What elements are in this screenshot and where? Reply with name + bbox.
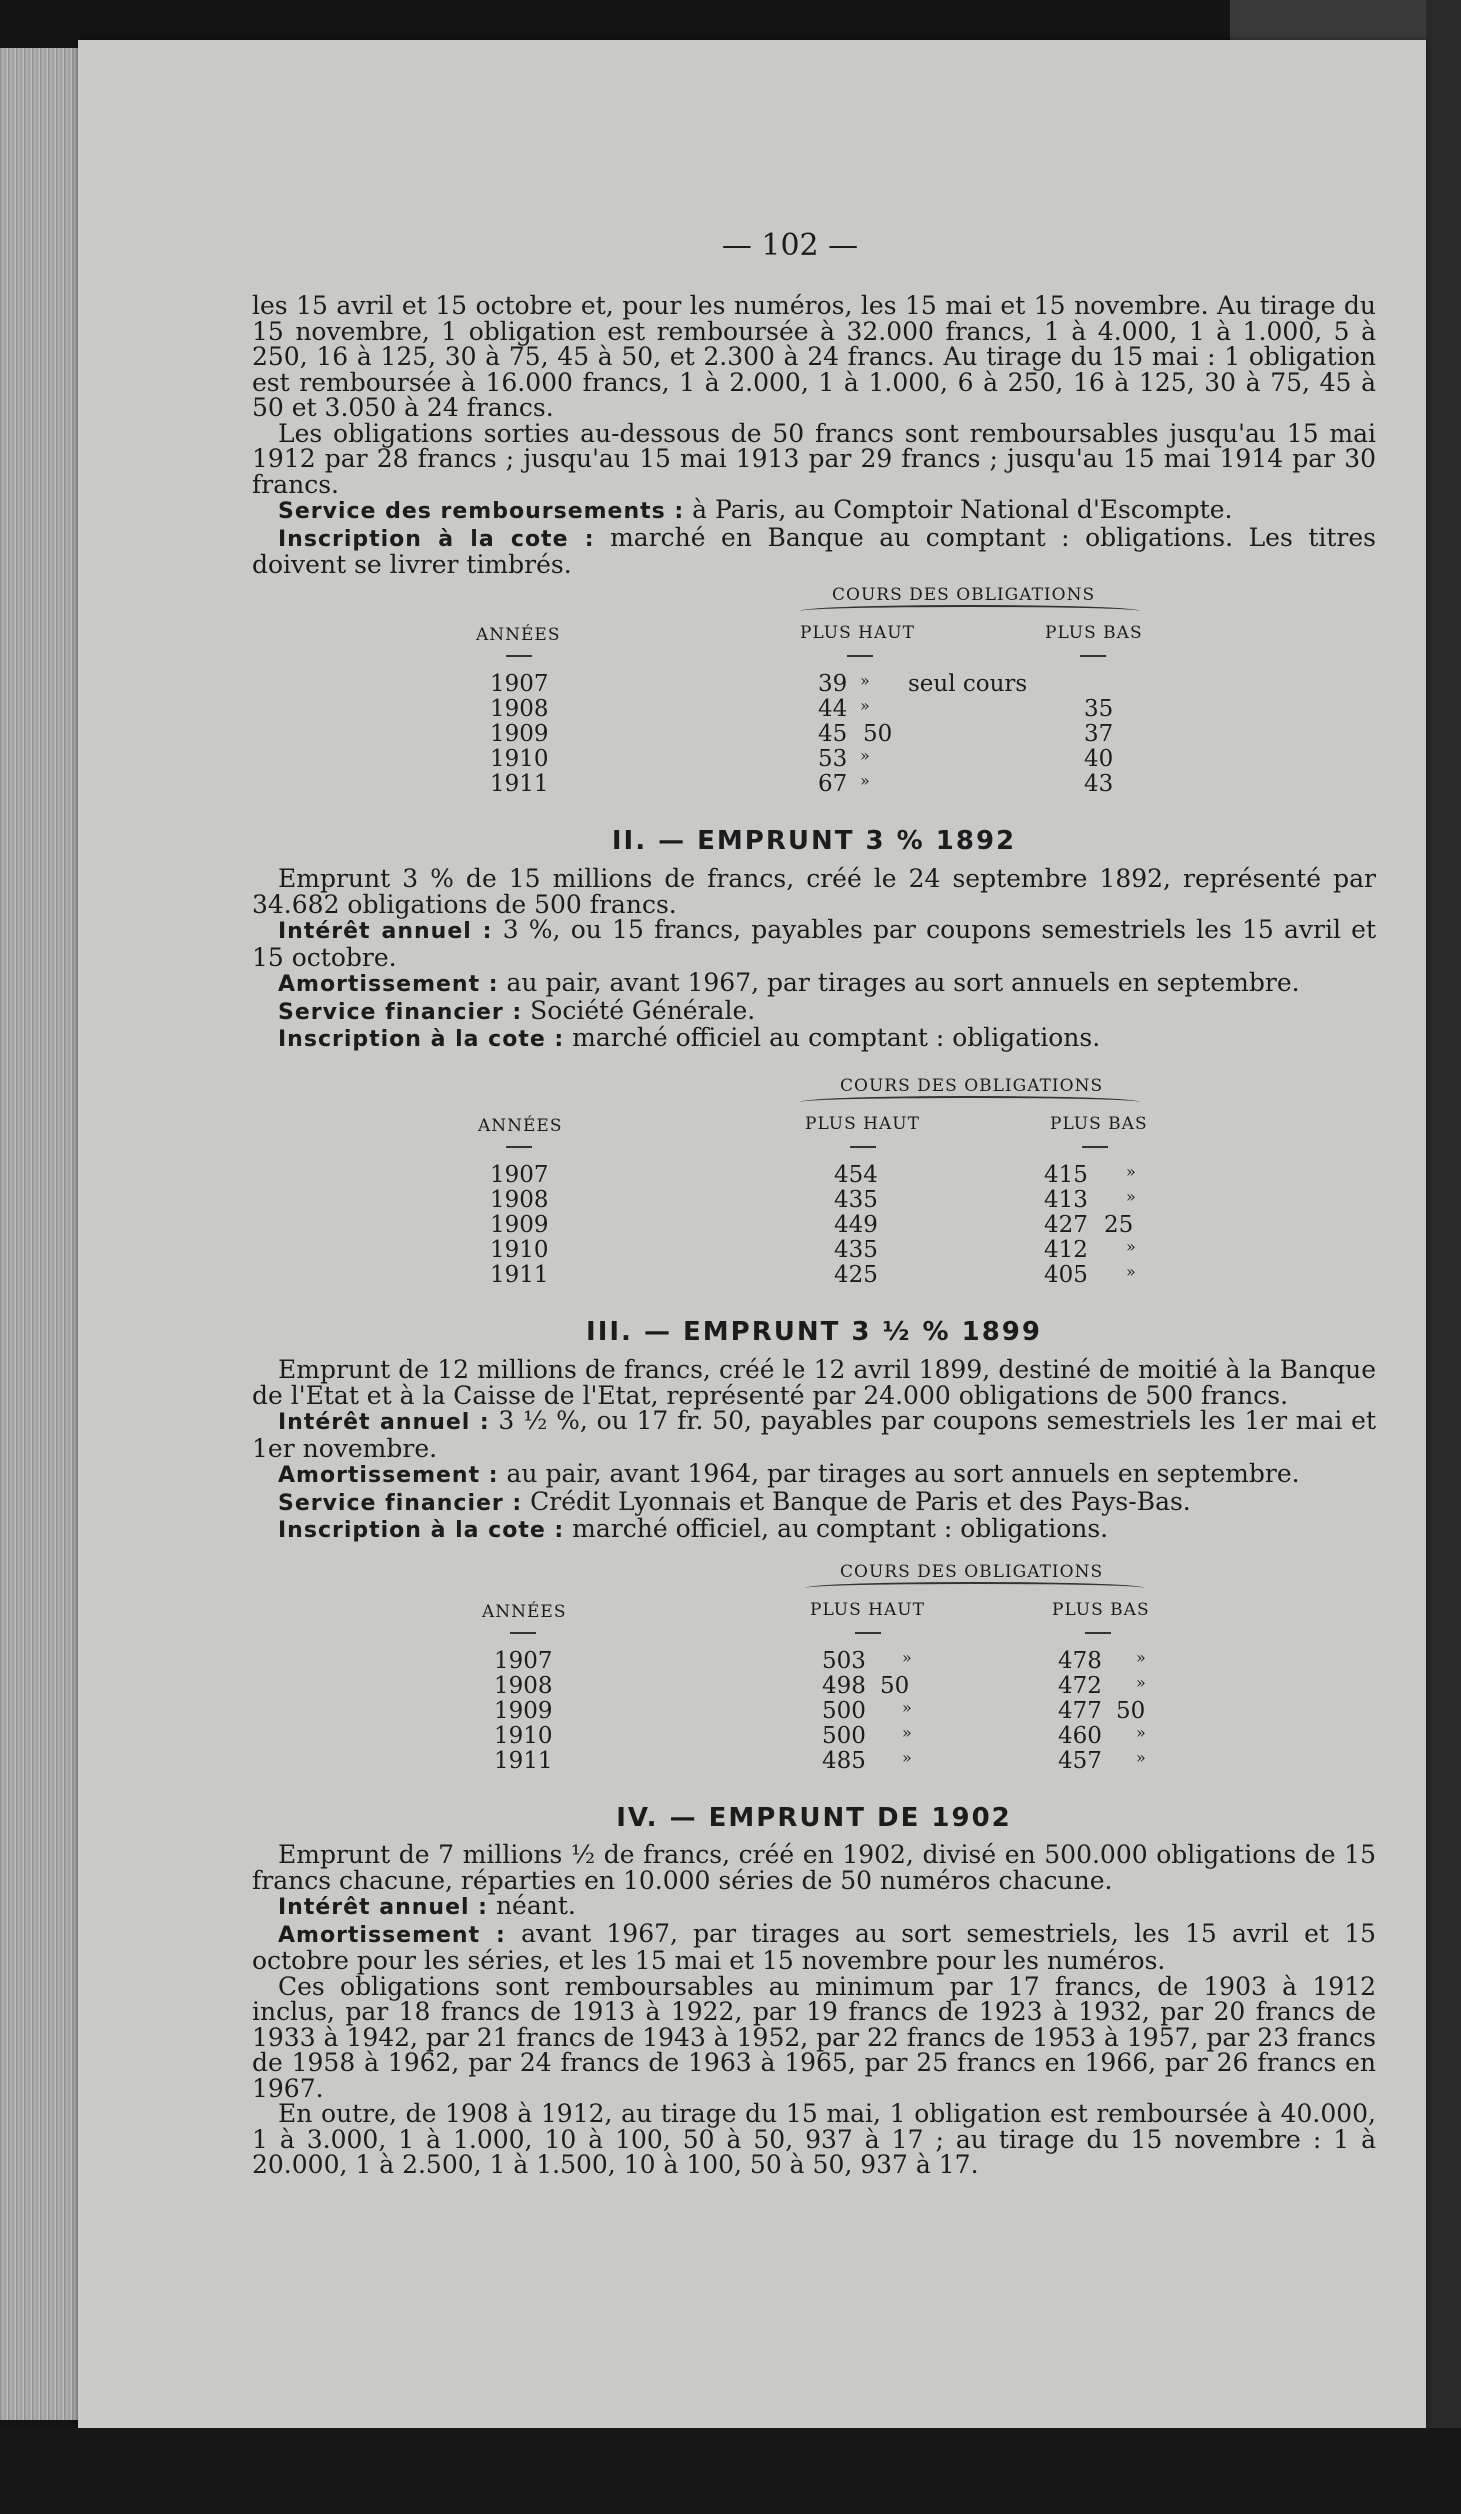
plus-haut-decimal: » <box>902 1748 912 1767</box>
table-row <box>460 721 1180 746</box>
section-2-body <box>252 866 1376 1053</box>
year-cell: 1908 <box>490 1187 549 1213</box>
plus-bas-cell: 43 <box>1084 771 1114 797</box>
plus-bas-cell: 35 <box>1084 696 1114 722</box>
col-dash <box>506 1146 532 1148</box>
section-3-intro: Emprunt de 12 millions de francs, créé le 12 avril 1899, destiné de moitié à la Banque de l'Etat et à la Caisse de l'Etat, représenté par 24.000 obligations de 500 francs. <box>252 1355 1376 1410</box>
field-label: Inscription à la cote : <box>278 526 595 552</box>
table-row <box>460 696 1180 721</box>
plus-bas-cell: 412 <box>1044 1237 1088 1263</box>
field-value: néant. <box>495 1891 576 1920</box>
table-row <box>460 1262 1180 1287</box>
section-2-title: II. — EMPRUNT 3 % 1892 <box>611 826 1017 856</box>
scan-border-bottom <box>0 2428 1461 2514</box>
field-value: marché officiel au comptant : obligations. <box>572 1023 1101 1052</box>
plus-bas-cell: 472 <box>1058 1673 1102 1699</box>
table-brace <box>805 1582 1145 1594</box>
year-cell: 1911 <box>490 1262 549 1288</box>
intro-block <box>252 293 1376 578</box>
table-caption: COURS DES OBLIGATIONS <box>840 1076 1104 1096</box>
year-cell: 1909 <box>494 1698 553 1724</box>
plus-bas-cell: 37 <box>1084 721 1114 747</box>
page-number: — 102 — <box>721 228 859 263</box>
plus-haut-cell: 45 <box>818 721 848 747</box>
section-4-paragraph-1: Ces obligations sont remboursables au minimum par 17 francs, de 1903 à 1912 inclus, par 18 francs de 1913 à 1922, par 19 francs de 1923 à 1932, par 20 francs de 1933 à 1942, par 21 francs de 1943 à 1952, par 22 francs de 1953 à 1957, par 23 francs de 1958 à 1962, par 24 francs de 1963 à 1965, par 25 francs en 1966, par 26 francs en 1967. <box>252 1971 1377 2103</box>
table-row <box>460 1237 1180 1262</box>
year-cell: 1907 <box>490 671 549 697</box>
plus-haut-cell: 500 <box>822 1723 866 1749</box>
price-table-3 <box>460 1562 1180 1782</box>
plus-bas-cell: 427 <box>1044 1212 1088 1238</box>
section-4-intro: Emprunt de 7 millions ½ de francs, créé en 1902, divisé en 500.000 obligations de 15 francs chacune, réparties en 10.000 séries de 50 numéros chacune. <box>252 1840 1376 1895</box>
table-caption: COURS DES OBLIGATIONS <box>840 1562 1104 1582</box>
field-value: Crédit Lyonnais et Banque de Paris et des Pays-Bas. <box>530 1486 1191 1516</box>
field-service <box>252 995 1376 1026</box>
year-cell: 1907 <box>490 1162 549 1188</box>
section-3-body <box>252 1357 1376 1544</box>
field-label: Intérêt annuel : <box>278 1410 490 1435</box>
plus-bas-decimal: 25 <box>1104 1212 1134 1238</box>
year-cell: 1909 <box>490 1212 549 1238</box>
table-caption: COURS DES OBLIGATIONS <box>832 585 1096 605</box>
plus-haut-cell: 435 <box>834 1237 878 1263</box>
table-brace <box>800 605 1140 617</box>
field-amortissement <box>252 970 1376 998</box>
table-row <box>460 1212 1180 1237</box>
field-value: avant 1967, par tirages au sort semestriels, les 15 avril et 15 octobre pour les séries, et les 15 mai et 15 novembre pour les numéros. <box>252 1918 1377 1975</box>
plus-bas-decimal: » <box>1126 1162 1136 1181</box>
field-interet <box>252 917 1376 970</box>
plus-bas-cell: 457 <box>1058 1748 1102 1774</box>
inscription-cote <box>252 522 1376 579</box>
field-value: à Paris, au Comptoir National d'Escompte. <box>692 495 1233 524</box>
year-cell: 1909 <box>490 721 549 747</box>
plus-bas-cell: 477 <box>1058 1698 1102 1724</box>
field-interet <box>252 1408 1376 1461</box>
plus-haut-cell: 454 <box>834 1162 878 1188</box>
col-annees: ANNÉES <box>482 1602 567 1622</box>
field-label: Intérêt annuel : <box>278 1895 488 1920</box>
table-row <box>460 1162 1180 1187</box>
year-cell: 1910 <box>494 1723 553 1749</box>
year-cell: 1910 <box>490 746 549 772</box>
plus-haut-cell: 53 <box>818 746 848 772</box>
year-cell: 1911 <box>494 1748 553 1774</box>
plus-haut-decimal: » <box>860 771 870 790</box>
plus-haut-decimal: » <box>860 746 870 765</box>
plus-haut-cell: 449 <box>834 1212 878 1238</box>
price-table-1 <box>460 585 1180 805</box>
section-4-body <box>252 1842 1376 2178</box>
table-row <box>460 1748 1180 1773</box>
col-annees: ANNÉES <box>476 625 561 645</box>
plus-haut-cell: 435 <box>834 1187 878 1213</box>
section-4-paragraph-2: En outre, de 1908 à 1912, au tirage du 15 mai, 1 obligation est remboursée à 40.000, 1 à 3.000, 1 à 1.000, 10 à 100, 50 à 50, 937 à 17 ; au tirage du 15 novembre : 1 à 20.000, 1 à 2.500, 1 à 1.500, 10 à 100, 50 à 50, 937 à 17. <box>252 2099 1376 2179</box>
field-inscription <box>252 1025 1376 1053</box>
col-annees: ANNÉES <box>478 1116 563 1136</box>
col-dash <box>510 1632 536 1634</box>
field-label: Inscription à la cote : <box>278 1027 565 1052</box>
plus-haut-decimal: » <box>860 671 870 690</box>
scan-border-top <box>1230 0 1426 40</box>
field-value: 3 ½ %, ou 17 fr. 50, payables par coupons semestriels les 1er mai et 1er novembre. <box>252 1406 1377 1463</box>
field-value: 3 %, ou 15 francs, payables par coupons semestriels les 15 avril et 15 octobre. <box>252 915 1377 972</box>
table-row <box>460 1698 1180 1723</box>
plus-haut-cell: 498 <box>822 1673 866 1699</box>
col-dash <box>847 655 873 657</box>
col-plus-haut: PLUS HAUT <box>805 1114 920 1134</box>
col-dash <box>1085 1632 1111 1634</box>
intro-paragraph-1: les 15 avril et 15 octobre et, pour les numéros, les 15 mai et 15 novembre. Au tirage du 15 novembre, 1 obligation est remboursée à 32.000 francs, 1 à 4.000, 1 à 1.000, 5 à 250, 16 à 125, 30 à 75, 45 à 50, et 2.300 à 24 francs. Au tirage du 15 mai : 1 obligation est remboursée à 16.000 francs, 1 à 2.000, 1 à 1.000, 6 à 250, 16 à 125, 30 à 75, 45 à 50 et 3.050 à 24 francs. <box>252 291 1376 422</box>
plus-bas-cell: seul cours <box>908 671 1028 697</box>
col-plus-bas: PLUS BAS <box>1050 1114 1148 1134</box>
plus-bas-decimal: » <box>1136 1648 1146 1667</box>
service-remboursements <box>252 497 1376 525</box>
year-cell: 1908 <box>494 1673 553 1699</box>
plus-bas-decimal: » <box>1136 1673 1146 1692</box>
field-label: Service financier : <box>278 999 523 1025</box>
year-cell: 1911 <box>490 771 549 797</box>
field-label: Service des remboursements : <box>278 499 685 524</box>
field-amortissement <box>252 1461 1376 1489</box>
plus-haut-decimal: 50 <box>863 721 893 747</box>
plus-bas-decimal: » <box>1136 1748 1146 1767</box>
plus-haut-cell: 44 <box>818 696 848 722</box>
field-service <box>252 1486 1376 1517</box>
plus-bas-cell: 413 <box>1044 1187 1088 1213</box>
section-2-intro: Emprunt 3 % de 15 millions de francs, créé le 24 septembre 1892, représenté par 34.682 obligations de 500 francs. <box>252 864 1376 919</box>
field-value: au pair, avant 1964, par tirages au sort annuels en septembre. <box>506 1459 1300 1488</box>
table-row <box>460 746 1180 771</box>
field-interet <box>252 1893 1376 1921</box>
plus-bas-cell: 405 <box>1044 1262 1088 1288</box>
table-row <box>460 671 1180 696</box>
plus-haut-cell: 485 <box>822 1748 866 1774</box>
plus-haut-cell: 503 <box>822 1648 866 1674</box>
scan-border-right <box>1426 0 1461 2514</box>
plus-haut-decimal: » <box>902 1648 912 1667</box>
year-cell: 1910 <box>490 1237 549 1263</box>
year-cell: 1907 <box>494 1648 553 1674</box>
field-value: marché officiel, au comptant : obligations. <box>572 1514 1109 1543</box>
plus-haut-decimal: » <box>902 1723 912 1742</box>
col-dash <box>506 655 532 657</box>
field-label: Intérêt annuel : <box>278 919 493 944</box>
field-label: Amortissement : <box>278 1463 499 1488</box>
plus-haut-decimal: » <box>860 696 870 715</box>
price-table-2 <box>460 1076 1180 1296</box>
plus-haut-decimal: 50 <box>880 1673 910 1699</box>
col-dash <box>855 1632 881 1634</box>
col-plus-haut: PLUS HAUT <box>800 623 915 643</box>
col-dash <box>1082 1146 1108 1148</box>
col-plus-bas: PLUS BAS <box>1052 1600 1150 1620</box>
plus-haut-cell: 67 <box>818 771 848 797</box>
field-value: Société Générale. <box>530 995 756 1025</box>
col-plus-bas: PLUS BAS <box>1045 623 1143 643</box>
plus-bas-decimal: 50 <box>1116 1698 1146 1724</box>
plus-haut-cell: 39 <box>818 671 848 697</box>
plus-haut-cell: 500 <box>822 1698 866 1724</box>
col-plus-haut: PLUS HAUT <box>810 1600 925 1620</box>
plus-haut-decimal: » <box>902 1698 912 1717</box>
col-dash <box>850 1146 876 1148</box>
plus-bas-cell: 40 <box>1084 746 1114 772</box>
plus-bas-decimal: » <box>1136 1723 1146 1742</box>
table-row <box>460 1648 1180 1673</box>
year-cell: 1908 <box>490 696 549 722</box>
table-row <box>460 771 1180 796</box>
table-brace <box>800 1096 1140 1108</box>
field-inscription <box>252 1516 1376 1544</box>
plus-haut-cell: 425 <box>834 1262 878 1288</box>
field-label: Service financier : <box>278 1490 523 1516</box>
table-row <box>460 1723 1180 1748</box>
field-label: Amortissement : <box>278 972 499 997</box>
field-amortissement <box>252 1918 1377 1975</box>
plus-bas-decimal: » <box>1126 1237 1136 1256</box>
plus-bas-decimal: » <box>1126 1187 1136 1206</box>
table-row <box>460 1187 1180 1212</box>
section-3-title: III. — EMPRUNT 3 ½ % 1899 <box>586 1317 1042 1347</box>
field-value: marché en Banque au comptant : obligations. Les titres doivent se livrer timbrés. <box>252 522 1376 579</box>
plus-bas-cell: 460 <box>1058 1723 1102 1749</box>
section-4-title: IV. — EMPRUNT DE 1902 <box>616 1803 1012 1833</box>
table-row <box>460 1673 1180 1698</box>
plus-bas-cell: 415 <box>1044 1162 1088 1188</box>
field-label: Amortissement : <box>278 1922 506 1948</box>
intro-paragraph-2: Les obligations sorties au-dessous de 50 francs sont remboursables jusqu'au 15 mai 1912 par 28 francs ; jusqu'au 15 mai 1913 par 29 francs ; jusqu'au 15 mai 1914 par 30 francs. <box>252 418 1376 499</box>
field-label: Inscription à la cote : <box>278 1518 565 1543</box>
plus-bas-decimal: » <box>1126 1262 1136 1281</box>
col-dash <box>1080 655 1106 657</box>
field-value: au pair, avant 1967, par tirages au sort annuels en septembre. <box>506 968 1300 997</box>
plus-bas-cell: 478 <box>1058 1648 1102 1674</box>
